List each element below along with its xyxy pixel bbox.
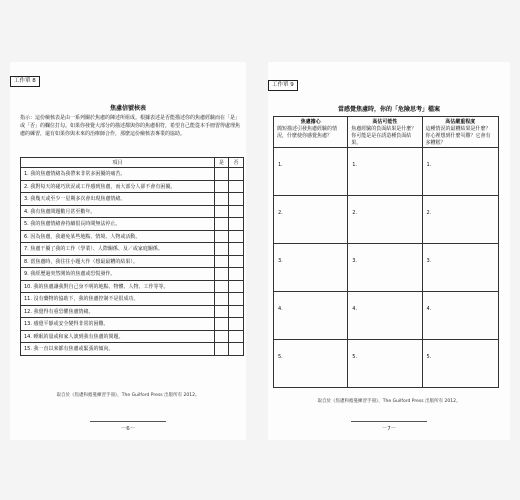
entry-cell[interactable]: 5. [274, 340, 348, 388]
column-description: 這種情況的最糟結果是什麼？你心裡想到什麼災難？它會有多糟糕？ [425, 126, 491, 146]
table-row [21, 193, 244, 206]
footer-credit: 取自於《焦慮和擔憂練習手冊》，The Guilford Press 出版所有 2012。 [317, 399, 461, 404]
table-row [274, 340, 499, 388]
yes-checkbox-cell[interactable] [215, 230, 229, 243]
table-row [21, 318, 244, 331]
table-row [274, 292, 499, 340]
danger-thinking-table [273, 116, 499, 388]
item-text: 5. 我的焦慮情緒會持續很長時間無法停止。 [21, 218, 215, 231]
footer-credit: 取自於《焦慮和擔憂練習手冊》，The Guilford Press 出版所有 2012。 [56, 393, 200, 398]
table-row [21, 255, 244, 268]
column-description: 簡短描述引發焦慮經驗的情況，什麼使你感覺焦慮？ [277, 126, 338, 139]
item-text: 2. 我對每天的碰巧狀況或工作感到焦慮，而大部分人卻不會有困擾。 [21, 180, 215, 193]
yes-checkbox-cell[interactable] [215, 343, 229, 356]
yes-checkbox-cell[interactable] [215, 243, 229, 256]
header-yes: 是 [215, 158, 229, 168]
table-row [21, 293, 244, 306]
table-row [21, 180, 244, 193]
no-checkbox-cell[interactable] [229, 293, 244, 306]
no-checkbox-cell[interactable] [229, 305, 244, 318]
entry-cell[interactable]: 2. [422, 196, 499, 244]
table-row [21, 243, 244, 256]
column-header [274, 117, 348, 148]
no-checkbox-cell[interactable] [229, 205, 244, 218]
entry-cell[interactable]: 5. [348, 340, 422, 388]
item-text: 6. 因為焦慮，我避免某些地點、情境、人物或活動。 [21, 230, 215, 243]
table-row [21, 168, 244, 181]
page-number: －7－ [381, 426, 397, 432]
table-row [274, 244, 499, 292]
right-page [268, 62, 510, 440]
table-row [21, 330, 244, 343]
yes-checkbox-cell[interactable] [215, 193, 229, 206]
left-page [10, 62, 246, 440]
item-text: 13. 感覺平靜或安全變得非常的困難。 [21, 318, 215, 331]
item-text: 1. 我的焦慮情緒為我帶來非常多困擾的痛苦。 [21, 168, 215, 181]
table-row [21, 268, 244, 281]
yes-checkbox-cell[interactable] [215, 305, 229, 318]
header-no: 否 [229, 158, 244, 168]
no-checkbox-cell[interactable] [229, 343, 244, 356]
instructions: 指示：這份檢核表是由一系列關於焦慮的陳述所組成。根據表述是否能描述你的焦慮經驗而在「是」或「否」的欄位打勾。如果你發覺大部分的描述都與你的焦慮相符，希望自己能從本手冊習得處理焦慮的練習，還有如果你與未來的治療師合作，那麼這份檢核表專業的協助。 [20, 115, 241, 137]
item-text: 4. 我有焦慮問題數月甚至數年。 [21, 205, 215, 218]
no-checkbox-cell[interactable] [229, 318, 244, 331]
yes-checkbox-cell[interactable] [215, 168, 229, 181]
item-text: 3. 我幾天或至少一星期多次會出現焦慮情緒。 [21, 193, 215, 206]
item-text: 10. 我的焦慮讓我對自己身不明的地點、物體、人物、工作等等。 [21, 280, 215, 293]
yes-checkbox-cell[interactable] [215, 318, 229, 331]
yes-checkbox-cell[interactable] [215, 293, 229, 306]
no-checkbox-cell[interactable] [229, 243, 244, 256]
yes-checkbox-cell[interactable] [215, 205, 229, 218]
column-header [348, 117, 422, 148]
item-text: 11. 沒有藥物的協助下，我的焦慮控制不是很成功。 [21, 293, 215, 306]
entry-cell[interactable]: 1. [348, 148, 422, 196]
entry-cell[interactable]: 4. [348, 292, 422, 340]
column-header [422, 117, 499, 148]
table-row [21, 343, 244, 356]
entry-cell[interactable]: 1. [274, 148, 348, 196]
column-title: 焦慮擔心 [300, 119, 321, 125]
yes-checkbox-cell[interactable] [215, 255, 229, 268]
entry-cell[interactable]: 2. [274, 196, 348, 244]
no-checkbox-cell[interactable] [229, 255, 244, 268]
no-checkbox-cell[interactable] [229, 230, 244, 243]
table-header-row [21, 158, 244, 168]
page-number: －6－ [120, 426, 136, 432]
entry-cell[interactable]: 2. [348, 196, 422, 244]
item-text: 7. 焦慮干擾了我的工作（學業）、人際關係、及／或家庭關係。 [21, 243, 215, 256]
item-text: 12. 我覺得有重恐懼焦慮情緒。 [21, 305, 215, 318]
yes-checkbox-cell[interactable] [215, 218, 229, 231]
entry-cell[interactable]: 4. [422, 292, 499, 340]
entry-cell[interactable]: 3. [422, 244, 499, 292]
table-row [21, 305, 244, 318]
no-checkbox-cell[interactable] [229, 193, 244, 206]
table-row [21, 205, 244, 218]
table-row [274, 148, 499, 196]
header-item: 項目 [21, 158, 215, 168]
no-checkbox-cell[interactable] [229, 280, 244, 293]
table-row [274, 196, 499, 244]
table-header-row [274, 117, 499, 148]
entry-cell[interactable]: 5. [422, 340, 499, 388]
table-row [21, 218, 244, 231]
yes-checkbox-cell[interactable] [215, 330, 229, 343]
page-number-rule [351, 421, 427, 422]
yes-checkbox-cell[interactable] [215, 280, 229, 293]
no-checkbox-cell[interactable] [229, 330, 244, 343]
no-checkbox-cell[interactable] [229, 268, 244, 281]
entry-cell[interactable]: 4. [274, 292, 348, 340]
page-title: 焦慮信號核表 [109, 105, 146, 112]
item-text: 15. 我一直以來都有焦慮或緊張的傾向。 [21, 343, 215, 356]
entry-cell[interactable]: 3. [274, 244, 348, 292]
entry-cell[interactable]: 3. [348, 244, 422, 292]
no-checkbox-cell[interactable] [229, 218, 244, 231]
yes-checkbox-cell[interactable] [215, 180, 229, 193]
worksheet-label: 工作單 8 [10, 76, 40, 87]
column-description: 焦慮經驗的負面結果是什麼？你可能是是在誘造種負面結果。 [351, 126, 417, 146]
worksheet-label: 工作單 9 [268, 80, 298, 91]
no-checkbox-cell[interactable] [229, 180, 244, 193]
no-checkbox-cell[interactable] [229, 168, 244, 181]
page-title: 當感覺焦慮時，你的「危險思考」檔案 [337, 106, 440, 113]
checklist-table [20, 157, 244, 356]
item-text: 9. 我經歷過突然開始的焦慮或恐慌發作。 [21, 268, 215, 281]
entry-cell[interactable]: 1. [422, 148, 499, 196]
column-title: 高估可能性 [372, 119, 398, 125]
item-text: 14. 睡眠的量或和家人談到我有焦慮的問題。 [21, 330, 215, 343]
table-row [21, 230, 244, 243]
item-text: 8. 當焦慮時，我往往小題大作（想最最糟的結果）。 [21, 255, 215, 268]
yes-checkbox-cell[interactable] [215, 268, 229, 281]
column-title: 高估嚴重程度 [445, 119, 476, 125]
page-number-rule [90, 421, 166, 422]
table-row [21, 280, 244, 293]
